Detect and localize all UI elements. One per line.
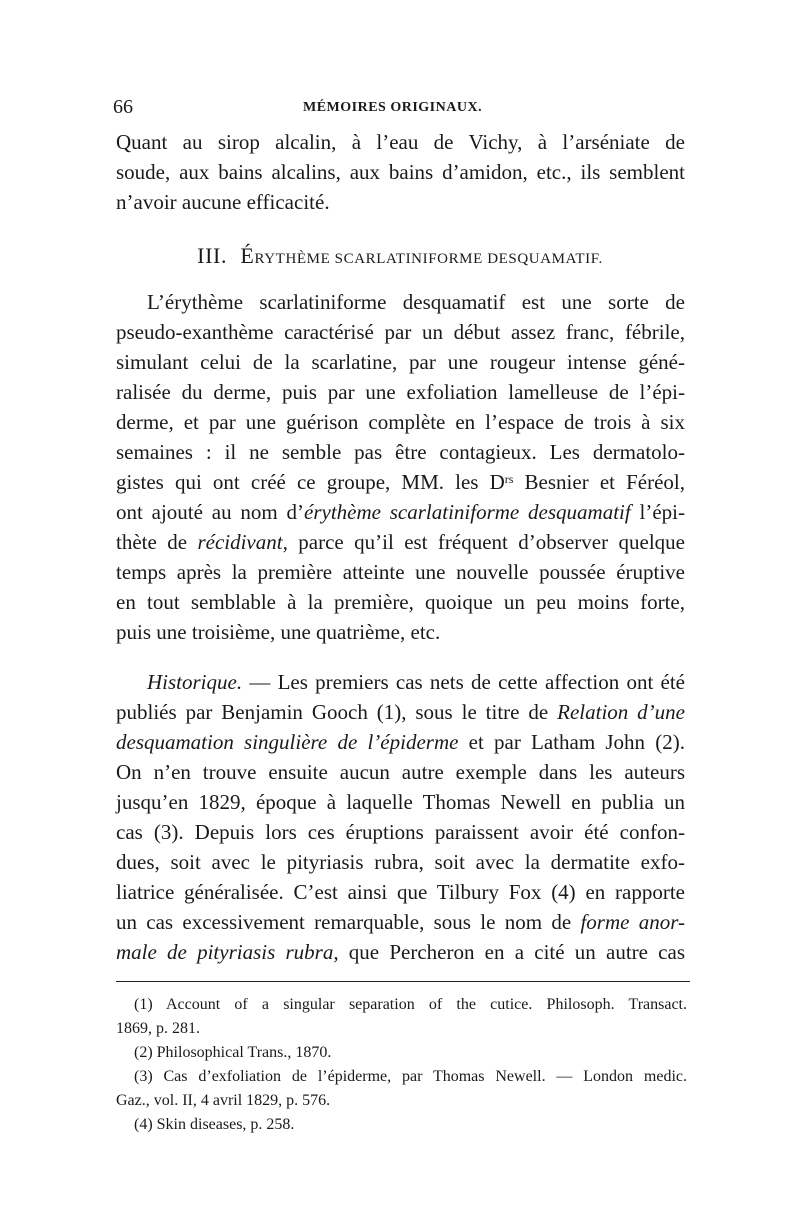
footnote: 1869, p. 281. — [116, 1020, 200, 1037]
text-line: thète de récidivant, parce qu’il est fréquent d’observer quelque — [116, 530, 685, 554]
text-line: male de pityriasis rubra, que Percheron en a cité un autre cas — [116, 940, 686, 964]
text-line: n’avoir aucune efficacité. — [116, 190, 330, 214]
section-heading — [0, 243, 800, 269]
section-numeral: III. — [197, 243, 228, 268]
text-line: dues, soit avec le pityriasis rubra, soit avec la dermatite exfo- — [116, 850, 685, 874]
text-line: L’érythème scarlatiniforme desquamatif est une sorte de — [147, 290, 685, 314]
text-line: ont ajouté au nom d’érythème scarlatiniforme desquamatif l’épi- — [116, 500, 685, 524]
text-line: derme, et par une guérison complète en l’espace de trois à six — [116, 410, 685, 434]
text-line: publiés par Benjamin Gooch (1), sous le titre de Relation d’une — [116, 700, 685, 724]
text-line: temps après la première atteinte une nouvelle poussée éruptive — [116, 560, 685, 584]
page-number: 66 — [113, 96, 133, 118]
text-line: en tout semblable à la première, quoique un peu moins forte, — [116, 590, 685, 614]
page-header — [113, 96, 688, 120]
text-line: gistes qui ont créé ce groupe, MM. les $D^{rs}$ Besnier et Féréol, — [116, 470, 685, 494]
text-line: On n’en trouve ensuite aucun autre exemple dans les auteurs — [116, 760, 685, 784]
text-line: desquamation singulière de l’épiderme et par Latham John (2). — [116, 730, 685, 754]
section-title-initial: É — [240, 243, 255, 268]
text-line: jusqu’en 1829, époque à laquelle Thomas Newell en publia un — [116, 790, 685, 814]
running-title: MÉMOIRES ORIGINAUX. — [303, 100, 483, 115]
text-line: Historique. — Les premiers cas nets de cette affection ont été — [147, 670, 685, 694]
footnote: (1) Account of a singular separation of the cutice. Philosoph. Transact. — [134, 996, 687, 1013]
text-line: ralisée du derme, puis par une exfoliation lamelleuse de l’épi- — [116, 380, 685, 404]
text-line: cas (3). Depuis lors ces éruptions paraissent avoir été confon- — [116, 820, 685, 844]
footnote: Gaz., vol. II, 4 avril 1829, p. 576. — [116, 1092, 331, 1109]
text-line: soude, aux bains alcalins, aux bains d’amidon, etc., ils semblent — [116, 160, 685, 184]
section-title: RYTHÈME SCARLATINIFORME DESQUAMATIF. — [254, 251, 603, 267]
text-line: puis une troisième, une quatrième, etc. — [116, 620, 441, 644]
footnote: (4) Skin diseases, p. 258. — [134, 1116, 295, 1133]
footnote: (2) Philosophical Trans., 1870. — [134, 1044, 332, 1061]
text-line: pseudo-exanthème caractérisé par un début assez franc, fébrile, — [116, 320, 685, 344]
text-line: semaines : il ne semble pas être contagieux. Les dermatolo- — [116, 440, 685, 464]
text-line: un cas excessivement remarquable, sous le nom de forme anor- — [116, 910, 685, 934]
text-line: Quant au sirop alcalin, à l’eau de Vichy, à l’arséniate de — [116, 130, 685, 154]
footnote: (3) Cas d’exfoliation de l’épiderme, par Thomas Newell. — London medic. — [134, 1068, 687, 1085]
text-line: liatrice généralisée. C’est ainsi que Tilbury Fox (4) en rapporte — [116, 880, 685, 904]
text-line: simulant celui de la scarlatine, par une rougeur intense géné- — [116, 350, 685, 374]
footnote-rule — [116, 981, 690, 982]
